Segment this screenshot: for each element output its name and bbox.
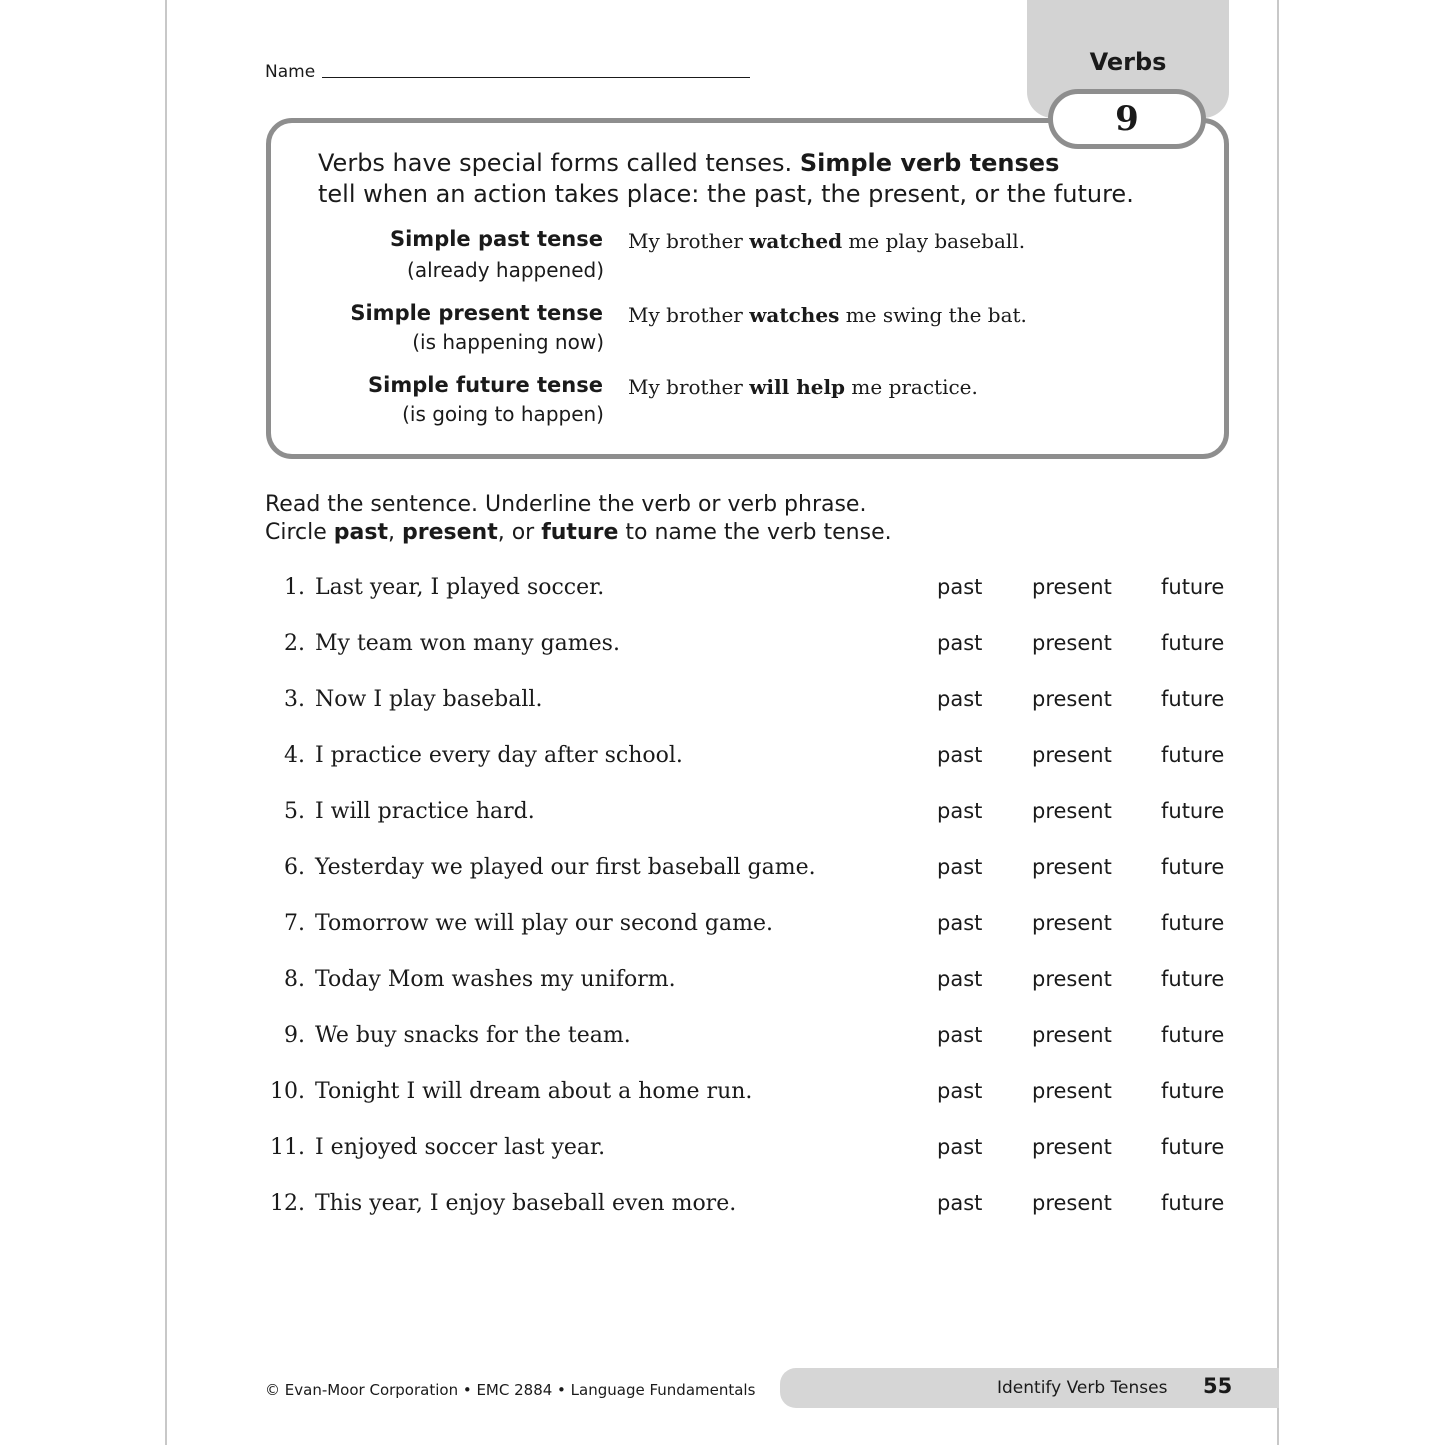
item-number: 11. xyxy=(270,1135,305,1160)
footer-copyright: © Evan-Moor Corporation • EMC 2884 • Language Fundamentals xyxy=(265,1381,756,1399)
tense-example-past xyxy=(628,229,1025,253)
item-number: 6. xyxy=(284,855,305,880)
item-sentence: I practice every day after school. xyxy=(315,743,683,768)
directions-past: past xyxy=(333,520,388,545)
option-future[interactable]: future xyxy=(1161,1023,1225,1047)
item-number: 12. xyxy=(270,1191,305,1216)
option-future[interactable]: future xyxy=(1161,743,1225,767)
option-future[interactable]: future xyxy=(1161,687,1225,711)
directions-text: to name the verb tense. xyxy=(618,520,892,545)
tense-sub-future: (is going to happen) xyxy=(402,402,604,426)
option-present[interactable]: present xyxy=(1032,799,1112,823)
option-future[interactable]: future xyxy=(1161,1135,1225,1159)
directions-future: future xyxy=(541,520,619,545)
option-future[interactable]: future xyxy=(1161,799,1225,823)
example-text: My brother xyxy=(628,375,750,399)
option-present[interactable]: present xyxy=(1032,743,1112,767)
unit-title: Verbs xyxy=(1089,48,1167,76)
item-number: 4. xyxy=(284,743,305,768)
option-present[interactable]: present xyxy=(1032,967,1112,991)
tense-example-future xyxy=(628,375,978,399)
item-number: 10. xyxy=(270,1079,305,1104)
option-past[interactable]: past xyxy=(937,1079,983,1103)
item-number: 3. xyxy=(284,687,305,712)
item-number: 1. xyxy=(284,575,305,600)
intro-term: Simple verb tenses xyxy=(799,149,1060,177)
exercise-item xyxy=(0,1023,1445,1063)
exercise-item xyxy=(0,911,1445,951)
directions-text: , xyxy=(388,520,402,545)
item-number: 8. xyxy=(284,967,305,992)
footer-skill: Identify Verb Tenses xyxy=(997,1378,1168,1398)
exercise-item xyxy=(0,631,1445,671)
example-text: me swing the bat. xyxy=(839,303,1027,327)
directions-line1: Read the sentence. Underline the verb or verb phrase. xyxy=(265,492,867,517)
option-past[interactable]: past xyxy=(937,575,983,599)
exercise-item xyxy=(0,743,1445,783)
example-text: me play baseball. xyxy=(842,229,1026,253)
exercise-item xyxy=(0,1079,1445,1119)
option-future[interactable]: future xyxy=(1161,631,1225,655)
tense-label-past: Simple past tense xyxy=(389,227,603,251)
example-verb: watched xyxy=(749,229,843,253)
item-sentence: I enjoyed soccer last year. xyxy=(315,1135,606,1160)
exercise-item xyxy=(0,967,1445,1007)
tense-label-present: Simple present tense xyxy=(350,301,603,325)
option-past[interactable]: past xyxy=(937,911,983,935)
option-present[interactable]: present xyxy=(1032,1023,1112,1047)
option-present[interactable]: present xyxy=(1032,1191,1112,1215)
option-past[interactable]: past xyxy=(937,855,983,879)
tense-sub-present: (is happening now) xyxy=(412,330,604,354)
option-past[interactable]: past xyxy=(937,967,983,991)
exercise-item xyxy=(0,687,1445,727)
exercise-item xyxy=(0,1135,1445,1175)
rule-intro xyxy=(318,148,1178,210)
option-past[interactable]: past xyxy=(937,743,983,767)
example-verb: watches xyxy=(749,303,840,327)
option-past[interactable]: past xyxy=(937,799,983,823)
item-sentence: Now I play baseball. xyxy=(315,687,543,712)
option-present[interactable]: present xyxy=(1032,1135,1112,1159)
lesson-number-badge: 9 xyxy=(1048,89,1206,149)
tense-label-future: Simple future tense xyxy=(368,373,603,397)
option-present[interactable]: present xyxy=(1032,575,1112,599)
example-text: me practice. xyxy=(845,375,978,399)
exercise-item xyxy=(0,799,1445,839)
exercise-item xyxy=(0,1191,1445,1231)
option-past[interactable]: past xyxy=(937,687,983,711)
directions-text: Circle xyxy=(265,520,334,545)
item-number: 9. xyxy=(284,1023,305,1048)
directions xyxy=(265,491,1165,547)
exercise-item xyxy=(0,855,1445,895)
name-line xyxy=(322,77,750,78)
name-label: Name xyxy=(265,62,316,82)
item-sentence: I will practice hard. xyxy=(315,799,535,824)
directions-present: present xyxy=(402,520,498,545)
item-number: 2. xyxy=(284,631,305,656)
directions-text: , or xyxy=(497,520,542,545)
option-present[interactable]: present xyxy=(1032,911,1112,935)
exercise-item xyxy=(0,575,1445,615)
option-past[interactable]: past xyxy=(937,631,983,655)
intro-text: Verbs have special forms called tenses. xyxy=(318,149,800,177)
option-past[interactable]: past xyxy=(937,1135,983,1159)
option-past[interactable]: past xyxy=(937,1191,983,1215)
item-sentence: Last year, I played soccer. xyxy=(315,575,605,600)
tense-example-present xyxy=(628,303,1027,327)
option-future[interactable]: future xyxy=(1161,1079,1225,1103)
option-future[interactable]: future xyxy=(1161,575,1225,599)
example-text: My brother xyxy=(628,229,750,253)
item-sentence: Yesterday we played our first baseball game. xyxy=(315,855,816,880)
item-sentence: We buy snacks for the team. xyxy=(315,1023,631,1048)
item-sentence: Tonight I will dream about a home run. xyxy=(315,1079,753,1104)
tense-sub-past: (already happened) xyxy=(407,258,604,282)
option-future[interactable]: future xyxy=(1161,855,1225,879)
option-future[interactable]: future xyxy=(1161,1191,1225,1215)
item-number: 7. xyxy=(284,911,305,936)
option-present[interactable]: present xyxy=(1032,631,1112,655)
page-number: 55 xyxy=(1203,1374,1233,1398)
option-present[interactable]: present xyxy=(1032,687,1112,711)
option-future[interactable]: future xyxy=(1161,967,1225,991)
item-sentence: This year, I enjoy baseball even more. xyxy=(315,1191,737,1216)
intro-text-2: tell when an action takes place: the past, the present, or the future. xyxy=(318,180,1134,208)
example-verb: will help xyxy=(749,375,846,399)
option-present[interactable]: present xyxy=(1032,855,1112,879)
item-sentence: Today Mom washes my uniform. xyxy=(315,967,676,992)
item-sentence: Tomorrow we will play our second game. xyxy=(315,911,773,936)
option-past[interactable]: past xyxy=(937,1023,983,1047)
example-text: My brother xyxy=(628,303,750,327)
item-number: 5. xyxy=(284,799,305,824)
option-present[interactable]: present xyxy=(1032,1079,1112,1103)
item-sentence: My team won many games. xyxy=(315,631,620,656)
option-future[interactable]: future xyxy=(1161,911,1225,935)
